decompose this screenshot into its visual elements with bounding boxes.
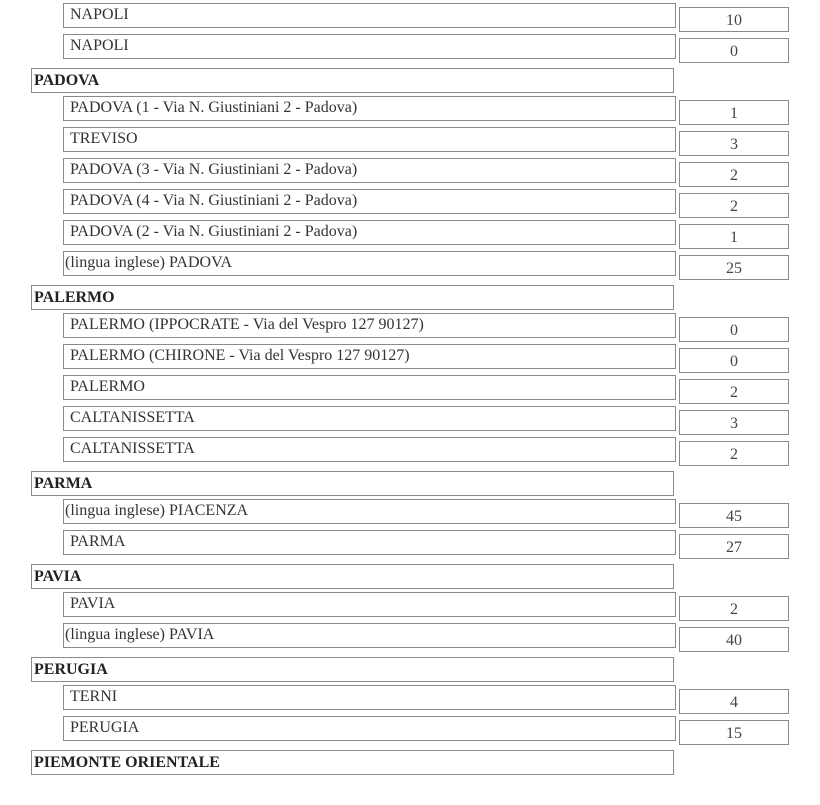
sede-label: PADOVA (1 - Via N. Giustiniani 2 - Padova)	[63, 96, 676, 121]
list-item	[0, 496, 820, 527]
list-item	[0, 0, 820, 31]
sede-label: (lingua inglese) PADOVA	[63, 251, 676, 276]
posti-count: 2	[679, 162, 789, 187]
sede-label: PERUGIA	[63, 716, 676, 741]
posti-count: 40	[679, 627, 789, 652]
posti-count: 10	[679, 7, 789, 32]
sede-label: PARMA	[63, 530, 676, 555]
list-item	[0, 124, 820, 155]
list-item	[0, 186, 820, 217]
university-group-palermo	[0, 285, 820, 465]
posti-count: 2	[679, 596, 789, 621]
university-header: PALERMO	[31, 285, 674, 310]
posti-count: 0	[679, 317, 789, 342]
sede-label: PALERMO	[63, 375, 676, 400]
list-item	[0, 310, 820, 341]
sede-label: (lingua inglese) PAVIA	[63, 623, 676, 648]
sede-label: (lingua inglese) PIACENZA	[63, 499, 676, 524]
posti-count: 45	[679, 503, 789, 528]
sede-label: CALTANISSETTA	[63, 406, 676, 431]
sede-label: NAPOLI	[63, 34, 676, 59]
list-item	[0, 93, 820, 124]
posti-count: 1	[679, 100, 789, 125]
posti-count: 2	[679, 193, 789, 218]
sede-label: PALERMO (CHIRONE - Via del Vespro 127 90127)	[63, 344, 676, 369]
list-item	[0, 434, 820, 465]
sede-label: PALERMO (IPPOCRATE - Via del Vespro 127 90127)	[63, 313, 676, 338]
university-group-perugia	[0, 657, 820, 744]
university-header: PIEMONTE ORIENTALE	[31, 750, 674, 775]
university-header: PADOVA	[31, 68, 674, 93]
posti-count: 27	[679, 534, 789, 559]
posti-count: 0	[679, 38, 789, 63]
list-item	[0, 217, 820, 248]
posti-count: 4	[679, 689, 789, 714]
list-item	[0, 248, 820, 279]
university-header: PAVIA	[31, 564, 674, 589]
university-group-pavia	[0, 564, 820, 651]
list-item	[0, 403, 820, 434]
list-item	[0, 620, 820, 651]
university-header: PERUGIA	[31, 657, 674, 682]
list-item	[0, 713, 820, 744]
list-item	[0, 155, 820, 186]
university-group-padova	[0, 68, 820, 279]
posti-count: 0	[679, 348, 789, 373]
posti-count: 3	[679, 131, 789, 156]
sede-label: TERNI	[63, 685, 676, 710]
list-item	[0, 527, 820, 558]
sede-label: PAVIA	[63, 592, 676, 617]
list-item	[0, 372, 820, 403]
list-item	[0, 31, 820, 62]
sede-label: NAPOLI	[63, 3, 676, 28]
posti-count: 2	[679, 441, 789, 466]
posti-count: 3	[679, 410, 789, 435]
posti-count: 15	[679, 720, 789, 745]
sede-label: CALTANISSETTA	[63, 437, 676, 462]
university-header: PARMA	[31, 471, 674, 496]
sede-label: PADOVA (3 - Via N. Giustiniani 2 - Padova)	[63, 158, 676, 183]
university-group-parma	[0, 471, 820, 558]
list-item	[0, 341, 820, 372]
posti-count: 2	[679, 379, 789, 404]
sede-label: PADOVA (4 - Via N. Giustiniani 2 - Padova)	[63, 189, 676, 214]
sede-label: TREVISO	[63, 127, 676, 152]
list-item	[0, 589, 820, 620]
sede-label: PADOVA (2 - Via N. Giustiniani 2 - Padova)	[63, 220, 676, 245]
university-group-piemonte-orientale	[0, 750, 820, 775]
posti-count: 25	[679, 255, 789, 280]
list-item	[0, 682, 820, 713]
posti-count: 1	[679, 224, 789, 249]
